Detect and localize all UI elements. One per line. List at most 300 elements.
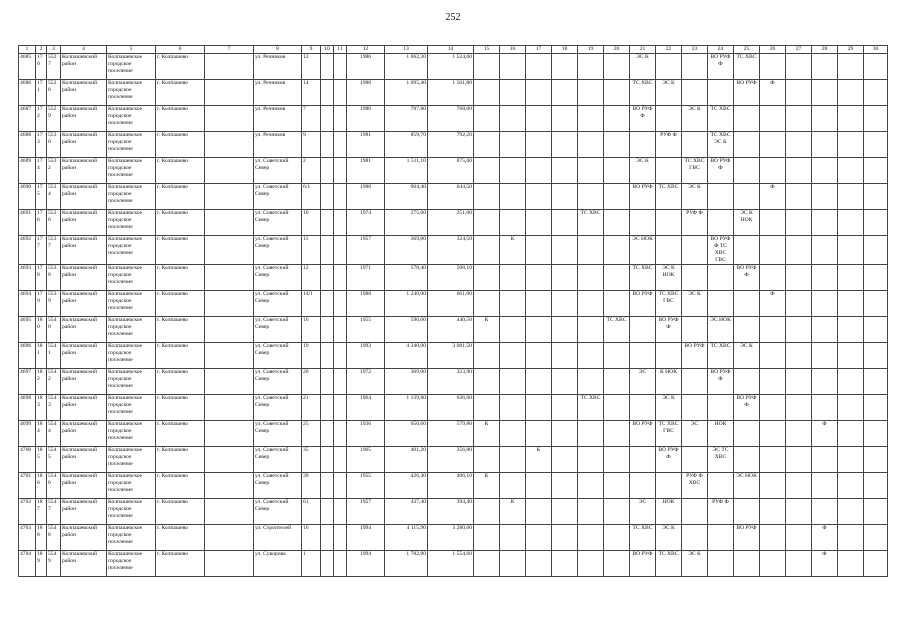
- table-cell: [321, 550, 334, 576]
- table-cell: 1981: [347, 158, 385, 184]
- table-cell: Колпашевское городское поселение: [107, 158, 156, 184]
- table-cell: ЭС К: [656, 394, 682, 420]
- table-cell: [321, 498, 334, 524]
- table-cell: г. Колпашево: [156, 420, 205, 446]
- table-cell: 1 554,60: [428, 550, 474, 576]
- table-cell: [682, 524, 708, 550]
- table-cell: [786, 54, 812, 80]
- table-cell: ул. Советский Север: [254, 158, 302, 184]
- table-cell: ул. Советский Север: [254, 446, 302, 472]
- table-cell: ТС ХВС: [578, 210, 604, 236]
- table-cell: [708, 524, 734, 550]
- table-cell: 1 662,30: [385, 54, 428, 80]
- table-cell: [786, 524, 812, 550]
- table-cell: Колпашевский район: [61, 524, 107, 550]
- table-cell: ул. Речников: [254, 106, 302, 132]
- table-cell: [205, 316, 254, 342]
- table-cell: Колпашевское городское поселение: [107, 524, 156, 550]
- table-cell: [864, 158, 888, 184]
- column-header: 17: [526, 46, 552, 54]
- table-cell: [334, 158, 347, 184]
- table-cell: [604, 446, 630, 472]
- table-cell: 4697: [19, 368, 36, 394]
- table-cell: [321, 210, 334, 236]
- table-cell: [760, 420, 786, 446]
- table-cell: 4689: [19, 158, 36, 184]
- table-cell: 1972: [347, 368, 385, 394]
- table-cell: ул. Советский Север: [254, 498, 302, 524]
- table-cell: [526, 498, 552, 524]
- table-cell: [474, 394, 500, 420]
- table-cell: 1994: [347, 524, 385, 550]
- table-cell: 5547: [47, 498, 61, 524]
- table-cell: 61: [302, 498, 321, 524]
- table-cell: [838, 210, 864, 236]
- table-cell: [630, 342, 656, 368]
- table-cell: [552, 420, 578, 446]
- table-cell: 875,60: [428, 158, 474, 184]
- table-cell: Колпашевский район: [61, 236, 107, 265]
- table-cell: Колпашевский район: [61, 420, 107, 446]
- table-cell: [334, 290, 347, 316]
- table-cell: ЭС НОК: [734, 472, 760, 498]
- table-cell: [474, 290, 500, 316]
- table-cell: [334, 342, 347, 368]
- table-cell: 787,80: [385, 106, 428, 132]
- table-cell: [321, 316, 334, 342]
- table-cell: 579,80: [428, 420, 474, 446]
- table-cell: 1 511,10: [385, 158, 428, 184]
- table-cell: [205, 342, 254, 368]
- table-cell: [838, 264, 864, 290]
- table-cell: [786, 498, 812, 524]
- table-cell: [812, 106, 838, 132]
- table-cell: Колпашевский район: [61, 80, 107, 106]
- table-cell: [334, 472, 347, 498]
- table-cell: 1994: [347, 550, 385, 576]
- table-cell: [812, 342, 838, 368]
- table-cell: [205, 290, 254, 316]
- table-cell: Колпашевское городское поселение: [107, 550, 156, 576]
- table-cell: 184: [36, 420, 47, 446]
- table-cell: [334, 420, 347, 446]
- table-cell: 175: [36, 184, 47, 210]
- table-cell: Колпашевское городское поселение: [107, 106, 156, 132]
- table-cell: г. Колпашево: [156, 236, 205, 265]
- table-cell: [526, 106, 552, 132]
- table-cell: НОК: [708, 420, 734, 446]
- table-cell: [474, 210, 500, 236]
- table-cell: [786, 290, 812, 316]
- column-header: 9: [302, 46, 321, 54]
- table-cell: [474, 54, 500, 80]
- table-row: [19, 420, 888, 446]
- table-cell: [205, 264, 254, 290]
- table-cell: [500, 210, 526, 236]
- table-cell: [734, 290, 760, 316]
- table-cell: [630, 132, 656, 158]
- table-cell: [838, 420, 864, 446]
- table-cell: [838, 316, 864, 342]
- column-header: 26: [760, 46, 786, 54]
- table-cell: Ф: [760, 290, 786, 316]
- table-cell: [552, 446, 578, 472]
- table-cell: [864, 132, 888, 158]
- table-cell: [526, 342, 552, 368]
- table-cell: [321, 132, 334, 158]
- table-cell: ЭС К: [630, 158, 656, 184]
- table-cell: 324,50: [428, 236, 474, 265]
- table-cell: [708, 210, 734, 236]
- table-cell: ТС ХВС ГВС: [656, 420, 682, 446]
- table-cell: [578, 132, 604, 158]
- table-cell: 1: [302, 550, 321, 576]
- table-cell: 5545: [47, 446, 61, 472]
- table-cell: [604, 550, 630, 576]
- table-row: [19, 368, 888, 394]
- table-cell: ТС ХВС ЭС К: [708, 132, 734, 158]
- table-cell: 4691: [19, 210, 36, 236]
- column-header: 16: [500, 46, 526, 54]
- table-cell: Колпашевское городское поселение: [107, 236, 156, 265]
- table-cell: [682, 132, 708, 158]
- column-header: 13: [385, 46, 428, 54]
- table-cell: 4700: [19, 446, 36, 472]
- table-cell: ВО РУФ Ф: [734, 264, 760, 290]
- table-cell: [334, 106, 347, 132]
- table-cell: ЭС К: [682, 290, 708, 316]
- table-cell: [205, 394, 254, 420]
- table-cell: Колпашевское городское поселение: [107, 80, 156, 106]
- table-cell: [708, 264, 734, 290]
- table-cell: 1971: [347, 264, 385, 290]
- table-cell: 187: [36, 498, 47, 524]
- table-cell: 768,00: [428, 106, 474, 132]
- table-cell: [552, 342, 578, 368]
- table-cell: [205, 158, 254, 184]
- table-cell: 4699: [19, 420, 36, 446]
- table-cell: 177: [36, 236, 47, 265]
- table-cell: [864, 210, 888, 236]
- table-cell: 19: [302, 342, 321, 368]
- table-cell: 440,50: [428, 316, 474, 342]
- table-row: [19, 290, 888, 316]
- table-cell: [864, 236, 888, 265]
- table-cell: 183: [36, 394, 47, 420]
- table-cell: [682, 54, 708, 80]
- table-cell: [656, 342, 682, 368]
- table-cell: 4686: [19, 80, 36, 106]
- column-header: 28: [812, 46, 838, 54]
- table-cell: Колпашевский район: [61, 394, 107, 420]
- table-cell: [708, 394, 734, 420]
- table-cell: 4704: [19, 550, 36, 576]
- table-cell: [786, 342, 812, 368]
- table-cell: [604, 498, 630, 524]
- table-cell: 1988: [347, 80, 385, 106]
- table-cell: [552, 54, 578, 80]
- table-cell: [734, 550, 760, 576]
- table-cell: 369,80: [385, 236, 428, 265]
- table-cell: [552, 472, 578, 498]
- table-cell: [474, 132, 500, 158]
- table-cell: 275,60: [385, 210, 428, 236]
- table-row: [19, 210, 888, 236]
- table-cell: ЭС К НОК: [734, 210, 760, 236]
- table-cell: 5539: [47, 290, 61, 316]
- table-cell: Колпашевское городское поселение: [107, 264, 156, 290]
- table-cell: [838, 550, 864, 576]
- table-row: [19, 132, 888, 158]
- table-cell: [656, 236, 682, 265]
- table-cell: 5541: [47, 342, 61, 368]
- table-cell: 12: [302, 264, 321, 290]
- table-cell: Колпашевский район: [61, 210, 107, 236]
- table-cell: РУФ Ф ХВС: [682, 472, 708, 498]
- table-cell: [552, 106, 578, 132]
- table-cell: 356,80: [428, 446, 474, 472]
- table-cell: [321, 420, 334, 446]
- table-cell: [321, 290, 334, 316]
- table-cell: 5530: [47, 132, 61, 158]
- table-cell: [334, 264, 347, 290]
- table-cell: ВО РУФ Ф: [708, 158, 734, 184]
- table-cell: 5537: [47, 236, 61, 265]
- table-cell: [786, 132, 812, 158]
- table-cell: [500, 54, 526, 80]
- table-cell: Колпашевский район: [61, 54, 107, 80]
- table-cell: [786, 394, 812, 420]
- table-cell: 2: [302, 158, 321, 184]
- table-cell: ЭС К: [630, 54, 656, 80]
- table-cell: [708, 472, 734, 498]
- table-cell: РУФ Ф: [708, 498, 734, 524]
- table-cell: [630, 446, 656, 472]
- table-cell: [812, 264, 838, 290]
- table-cell: Колпашевское городское поселение: [107, 316, 156, 342]
- table-cell: [760, 236, 786, 265]
- table-cell: Колпашевское городское поселение: [107, 210, 156, 236]
- table-cell: [500, 472, 526, 498]
- table-cell: [500, 184, 526, 210]
- table-cell: ул. Советский Север: [254, 472, 302, 498]
- table-cell: [734, 236, 760, 265]
- table-cell: 859,70: [385, 132, 428, 158]
- table-cell: 185: [36, 446, 47, 472]
- table-cell: [812, 498, 838, 524]
- table-cell: [656, 54, 682, 80]
- table-cell: 182: [36, 368, 47, 394]
- table-cell: [334, 524, 347, 550]
- table-cell: [474, 342, 500, 368]
- table-cell: [205, 472, 254, 498]
- table-cell: 5540: [47, 316, 61, 342]
- table-cell: ул. Советский Север: [254, 210, 302, 236]
- table-cell: ул. Советский Север: [254, 184, 302, 210]
- table-cell: [552, 550, 578, 576]
- table-cell: 172: [36, 106, 47, 132]
- table-cell: г. Колпашево: [156, 498, 205, 524]
- table-cell: 1964: [347, 394, 385, 420]
- table-cell: [604, 524, 630, 550]
- table-cell: [708, 550, 734, 576]
- table-cell: ВО РУФ: [682, 342, 708, 368]
- table-cell: [552, 184, 578, 210]
- table-cell: [578, 158, 604, 184]
- table-cell: [812, 80, 838, 106]
- table-cell: [205, 54, 254, 80]
- table-cell: [656, 158, 682, 184]
- table-row: [19, 264, 888, 290]
- table-cell: [334, 368, 347, 394]
- table-cell: [205, 80, 254, 106]
- table-cell: [205, 420, 254, 446]
- table-cell: [334, 54, 347, 80]
- table-cell: [812, 132, 838, 158]
- table-cell: ЭС: [630, 368, 656, 394]
- table-cell: 1993: [347, 342, 385, 368]
- table-cell: ТС ХВС: [604, 316, 630, 342]
- table-cell: 11: [302, 236, 321, 265]
- table-cell: 21: [302, 394, 321, 420]
- table-cell: К: [474, 472, 500, 498]
- table-cell: ВО РУФ Ф: [656, 446, 682, 472]
- table-cell: ВО РУФ Ф ТС ХВС ГВС: [708, 236, 734, 265]
- table-cell: 251,00: [428, 210, 474, 236]
- table-row: [19, 106, 888, 132]
- table-cell: ТС ХВС: [656, 184, 682, 210]
- table-cell: г. Колпашево: [156, 264, 205, 290]
- column-header: 14: [428, 46, 474, 54]
- table-cell: [578, 498, 604, 524]
- table-row: [19, 550, 888, 576]
- table-cell: [526, 420, 552, 446]
- page-number: 252: [445, 12, 461, 23]
- table-cell: [205, 210, 254, 236]
- table-cell: [812, 54, 838, 80]
- table-cell: [578, 54, 604, 80]
- table-cell: [838, 184, 864, 210]
- column-header: 27: [786, 46, 812, 54]
- table-cell: ВО РУФ: [630, 420, 656, 446]
- table-cell: [760, 54, 786, 80]
- table-cell: [526, 264, 552, 290]
- table-cell: [604, 290, 630, 316]
- table-cell: 4 340,00: [385, 342, 428, 368]
- table-cell: [474, 106, 500, 132]
- table-cell: 186: [36, 472, 47, 498]
- table-cell: [321, 368, 334, 394]
- table-cell: [474, 498, 500, 524]
- column-header: 29: [838, 46, 864, 54]
- table-cell: [812, 472, 838, 498]
- table-cell: 14/1: [302, 290, 321, 316]
- table-cell: ул. Речников: [254, 132, 302, 158]
- table-cell: [604, 236, 630, 265]
- table-cell: [604, 210, 630, 236]
- table-cell: 394,40: [428, 498, 474, 524]
- table-cell: [604, 54, 630, 80]
- table-cell: [786, 80, 812, 106]
- table-row: [19, 184, 888, 210]
- table-cell: ЭС ТС ХВС: [708, 446, 734, 472]
- table-cell: 7: [302, 106, 321, 132]
- column-header: 19: [578, 46, 604, 54]
- table-cell: [682, 394, 708, 420]
- table-cell: [334, 132, 347, 158]
- table-cell: 1 561,80: [428, 80, 474, 106]
- table-cell: Колпашевское городское поселение: [107, 420, 156, 446]
- table-cell: г. Колпашево: [156, 342, 205, 368]
- table-cell: [500, 106, 526, 132]
- table-cell: [526, 158, 552, 184]
- table-cell: 180: [36, 316, 47, 342]
- table-cell: 323,90: [428, 368, 474, 394]
- table-cell: ул. Речников: [254, 80, 302, 106]
- table-cell: [321, 184, 334, 210]
- table-cell: [864, 524, 888, 550]
- table-cell: [526, 550, 552, 576]
- table-cell: г. Колпашево: [156, 184, 205, 210]
- table-cell: ул. Советский Север: [254, 420, 302, 446]
- table-cell: 661,00: [428, 290, 474, 316]
- table-cell: [334, 236, 347, 265]
- table-cell: [334, 446, 347, 472]
- table-cell: [526, 210, 552, 236]
- table-cell: ул. Советский Север: [254, 394, 302, 420]
- table-cell: [500, 264, 526, 290]
- table-cell: [760, 106, 786, 132]
- table-cell: г. Колпашево: [156, 210, 205, 236]
- table-cell: [786, 106, 812, 132]
- table-cell: [578, 264, 604, 290]
- table-cell: [321, 158, 334, 184]
- column-header: 1: [19, 46, 36, 54]
- table-cell: [864, 420, 888, 446]
- table-cell: ЭС К НОК: [656, 264, 682, 290]
- table-cell: [786, 158, 812, 184]
- table-cell: [734, 420, 760, 446]
- table-cell: ВО РУФ: [734, 80, 760, 106]
- table-cell: [864, 106, 888, 132]
- table-cell: [205, 524, 254, 550]
- table-cell: [578, 342, 604, 368]
- table-cell: [734, 132, 760, 158]
- table-cell: Колпашевское городское поселение: [107, 498, 156, 524]
- table-cell: [321, 80, 334, 106]
- column-header: 8: [254, 46, 302, 54]
- table-cell: 1 240,00: [385, 290, 428, 316]
- table-cell: [734, 498, 760, 524]
- table-cell: [205, 106, 254, 132]
- table-cell: 174: [36, 158, 47, 184]
- table-cell: [630, 210, 656, 236]
- table-cell: 4687: [19, 106, 36, 132]
- table-cell: [864, 368, 888, 394]
- table-cell: г. Колпашево: [156, 80, 205, 106]
- table-cell: [552, 368, 578, 394]
- table-cell: [578, 184, 604, 210]
- table-cell: 1 782,80: [385, 550, 428, 576]
- table-cell: Колпашевский район: [61, 446, 107, 472]
- table-cell: [786, 210, 812, 236]
- table-cell: [578, 472, 604, 498]
- table-cell: [526, 316, 552, 342]
- table-cell: [734, 106, 760, 132]
- table-cell: 4690: [19, 184, 36, 210]
- table-cell: [734, 446, 760, 472]
- table-cell: [760, 210, 786, 236]
